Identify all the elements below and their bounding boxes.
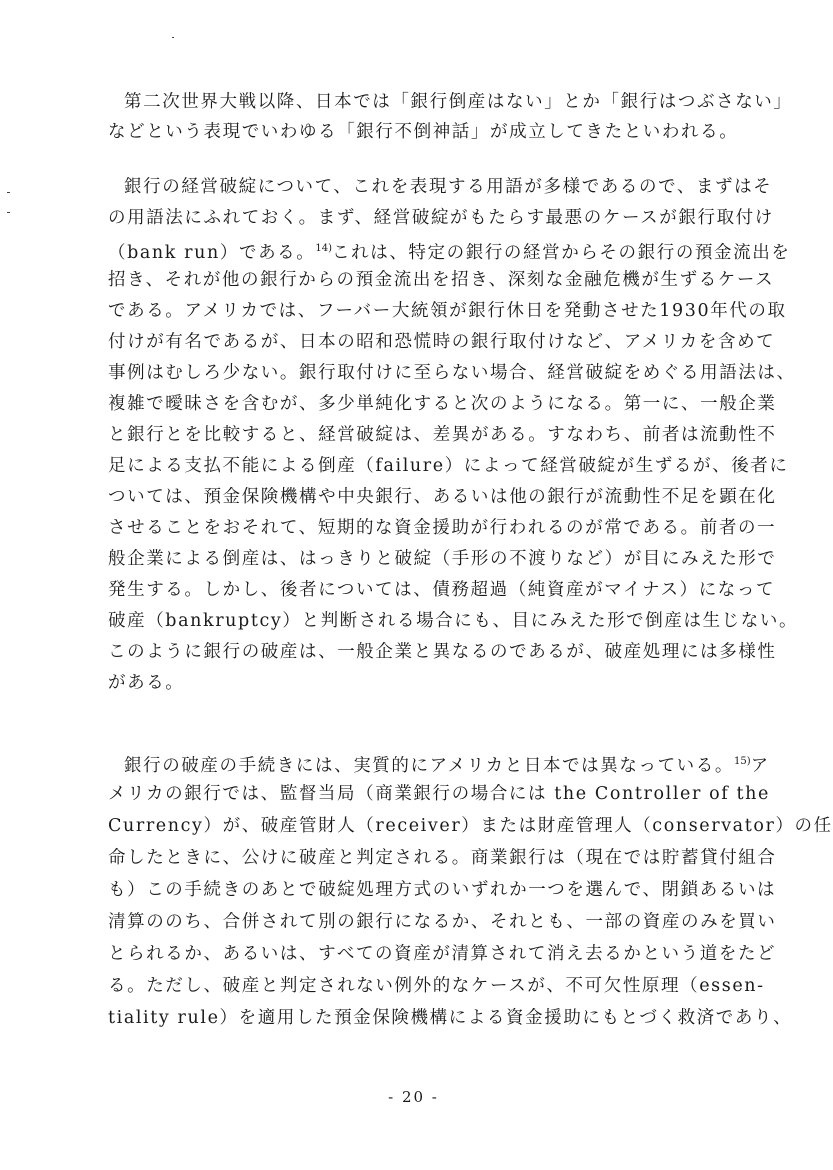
footnote-marker-14: 14): [315, 243, 333, 254]
paragraph-3-line-1-text-b: ア: [750, 756, 770, 776]
paragraph-2-line-3: [108, 234, 791, 264]
paragraph-2-line-16: このように銀行の破産は、一般企業と異なるのであるが、破産処理には多様性: [108, 642, 777, 662]
paragraph-2-line-13: 般企業による倒産は、はっきりと破綻（手形の不渡りなど）が目にみえた形で: [108, 549, 777, 569]
paragraph-2-line-7: 事例はむしろ少ない。銀行取付けに至らない場合、経営破綻をめぐる用語法は、: [108, 363, 796, 383]
paragraph-2-line-15: 破産（bankruptcy）と判断される場合にも、目にみえた形で倒産は生じない。: [108, 611, 799, 631]
paragraph-3-line-1: [124, 747, 770, 777]
paragraph-2-line-4: 招き、それが他の銀行からの預金流出を招き、深刻な金融危機が生ずるケース: [108, 270, 775, 290]
paragraph-3-line-3: Currency）が、破産管財人（receiver）または財産管理人（conservator）の任: [108, 816, 833, 836]
paragraph-2-line-17: がある。: [108, 673, 185, 693]
scan-speck: [7, 192, 10, 193]
paragraph-3-line-1-text-a: 銀行の破産の手続きには、実質的にアメリカと日本では異なっている。: [124, 756, 734, 776]
paragraph-2-line-9: と銀行とを比較すると、経営破綻は、差異がある。すなわち、前者は流動性不: [108, 425, 777, 445]
paragraph-2-line-2: の用語法にふれておく。まず、経営破綻がもたらす最悪のケースが銀行取付け: [108, 208, 774, 228]
paragraph-2-line-3-text-b: これは、特定の銀行の経営からその銀行の預金流出を: [332, 243, 791, 263]
paragraph-1-line-1: 第二次世界大戦以降、日本では「銀行倒産はない」とか「銀行はつぶさない」: [124, 92, 793, 112]
paragraph-3-line-7: とられるか、あるいは、すべての資産が清算されて消え去るかという道をたど: [108, 944, 777, 964]
paragraph-3-line-5: も）この手続きのあとで破綻処理方式のいずれか一つを選んで、閉鎖あるいは: [108, 880, 777, 900]
paragraph-2-line-18: [108, 699, 748, 729]
paragraph-3-line-2: メリカの銀行では、監督当局（商業銀行の場合には the Controller of the: [108, 784, 770, 804]
footnote-marker-15: 15): [733, 756, 751, 767]
scan-speck: [7, 212, 10, 213]
paragraph-3-line-4: 命したときに、公けに破産と判定される。商業銀行は（現在では貯蓄貸付組合: [108, 848, 777, 868]
page-number: - 20 -: [388, 1088, 439, 1106]
paragraph-3-line-9: tiality rule）を適用した預金保険機構による資金援助にもとづく救済であり、: [108, 1008, 793, 1028]
paragraph-2-line-10: 足による支払不能による倒産（failure）によって経営破綻が生ずるが、後者に: [108, 456, 789, 476]
paragraph-3-line-6: 清算ののち、合併されて別の銀行になるか、それとも、一部の資産のみを買い: [108, 912, 777, 932]
paragraph-3-line-10: [108, 1035, 748, 1065]
paragraph-2-line-14: 発生する。しかし、後者については、債務超過（純資産がマイナス）になって: [108, 580, 776, 600]
paragraph-2-line-11: ついては、預金保険機構や中央銀行、あるいは他の銀行が流動性不足を顕在化: [108, 487, 777, 507]
paragraph-2-line-8: 複雑で曖昧さを含むが、多少単純化すると次のようになる。第一に、一般企業: [108, 394, 777, 414]
scan-speck: [172, 37, 174, 38]
paragraph-2-line-3-text-a: （bank run）である。: [108, 243, 316, 263]
paragraph-3-line-8: る。ただし、破産と判定されない例外的なケースが、不可欠性原理（essen-: [108, 976, 765, 996]
paragraph-2-line-5: である。アメリカでは、フーバー大統領が銀行休日を発動させた1930年代の取: [108, 301, 787, 321]
paragraph-1-line-2: などという表現でいわゆる「銀行不倒神話」が成立してきたといわれる。: [108, 122, 739, 142]
paragraph-2-line-12: させることをおそれて、短期的な資金援助が行われるのが常である。前者の一: [108, 518, 777, 538]
paragraph-2-line-1: 銀行の経営破綻について、これを表現する用語が多様であるので、まずはそ: [124, 177, 773, 197]
paragraph-2-line-6: 付けが有名であるが、日本の昭和恐慌時の銀行取付けなど、アメリカを含めて: [108, 332, 776, 352]
